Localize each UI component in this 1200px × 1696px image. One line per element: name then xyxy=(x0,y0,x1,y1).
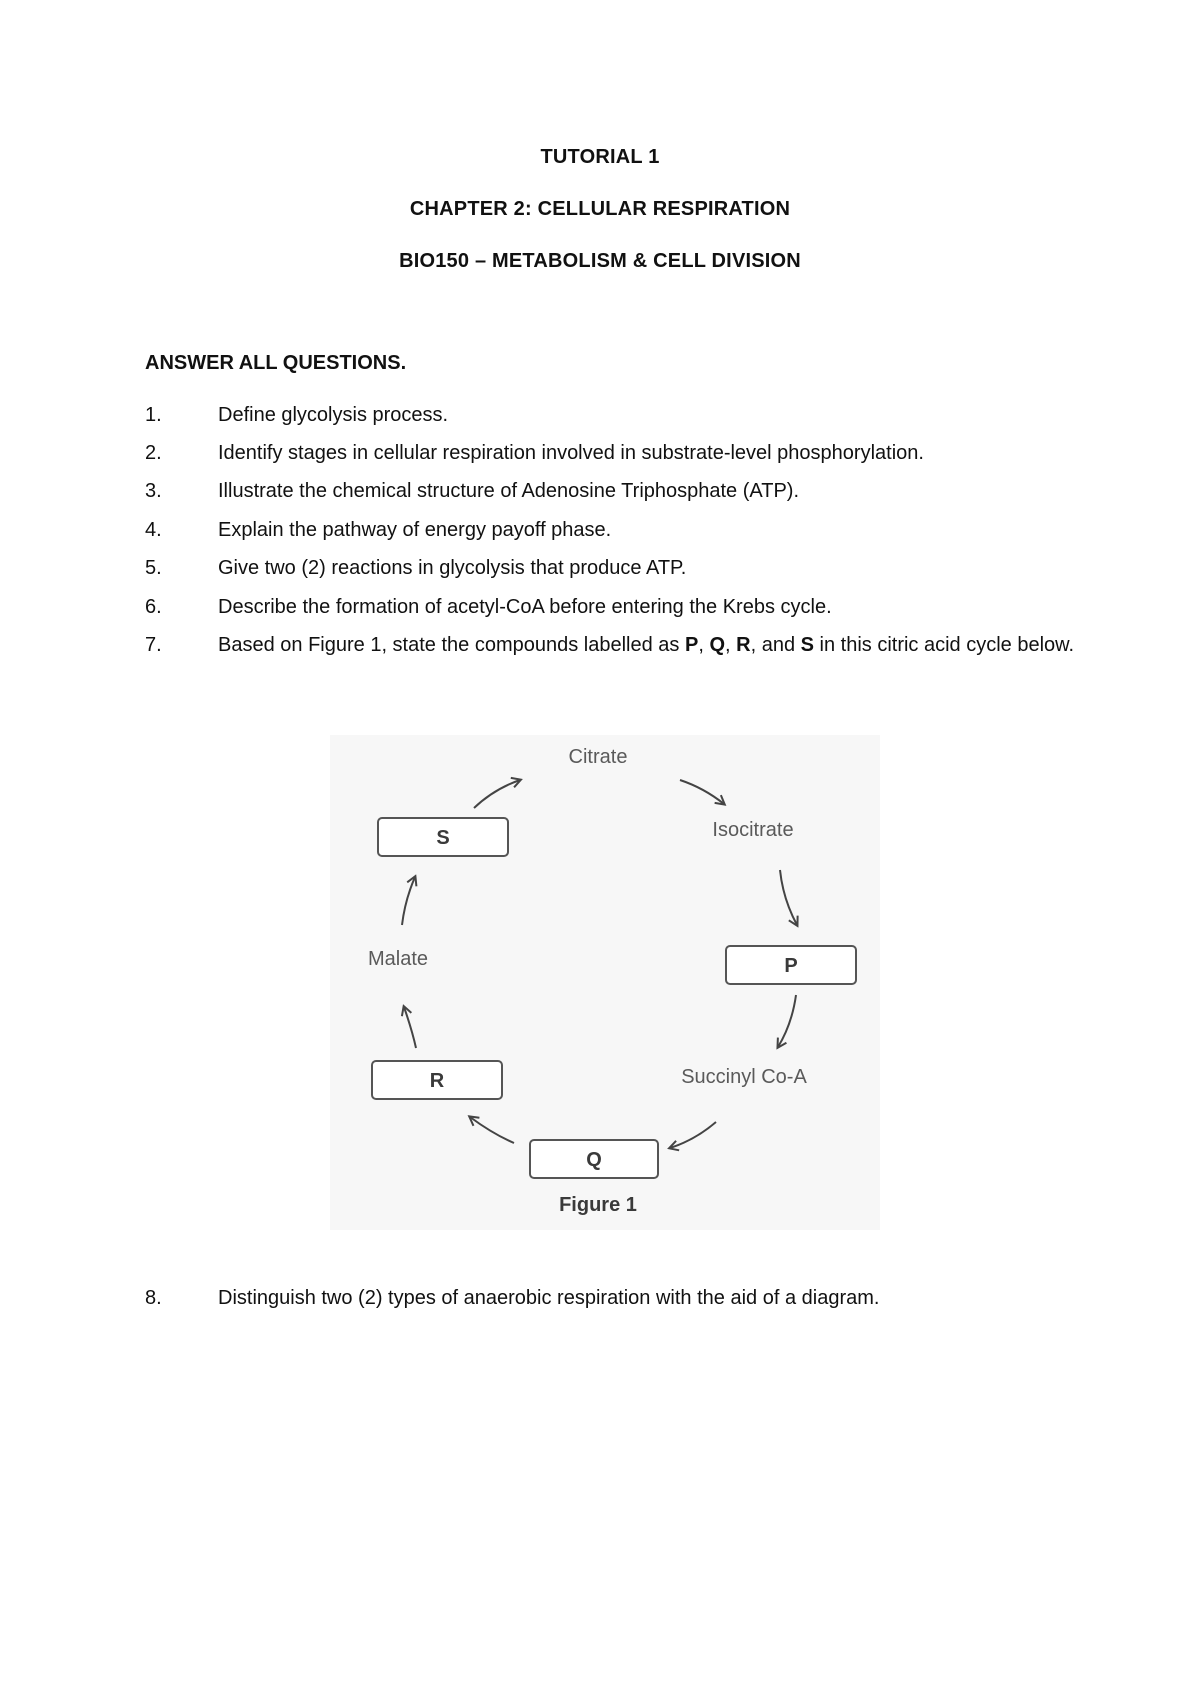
label-s: S xyxy=(800,634,814,656)
box-r-label: R xyxy=(429,1070,445,1092)
separator: , and xyxy=(750,634,801,656)
figure-caption: Figure 1 xyxy=(559,1194,637,1216)
question-text: Define glycolysis process. xyxy=(218,404,449,426)
arrow-q-to-r xyxy=(470,1117,514,1143)
question-text: Give two (2) reactions in glycolysis that produce ATP. xyxy=(218,557,687,579)
node-citrate: Citrate xyxy=(568,746,628,768)
question-number: 8. xyxy=(145,1287,162,1309)
question-text-part: in this citric acid cycle below. xyxy=(813,634,1075,656)
node-malate: Malate xyxy=(367,948,429,970)
question-number: 6. xyxy=(145,596,162,618)
label-p: P xyxy=(684,634,699,656)
question-number: 4. xyxy=(145,519,162,541)
course-title: BIO150 – METABOLISM & CELL DIVISION xyxy=(399,250,801,272)
arrow-r-to-malate xyxy=(404,1007,416,1048)
arrow-malate-to-s xyxy=(402,877,415,925)
tutorial-title: TUTORIAL 1 xyxy=(540,146,660,168)
question-number: 3. xyxy=(145,480,162,502)
cycle-diagram xyxy=(330,735,880,1230)
separator: , xyxy=(725,634,737,656)
label-r: R xyxy=(736,634,751,656)
box-p-label: P xyxy=(784,955,798,977)
label-q: Q xyxy=(709,634,725,656)
node-succinyl-coa: Succinyl Co-A xyxy=(681,1066,807,1088)
question-text xyxy=(218,626,1078,664)
question-text: Distinguish two (2) types of anaerobic respiration with the aid of a diagram. xyxy=(218,1287,880,1309)
question-number: 7. xyxy=(145,634,162,656)
instruction: ANSWER ALL QUESTIONS. xyxy=(145,352,407,374)
question-text: Describe the formation of acetyl-CoA before entering the Krebs cycle. xyxy=(218,596,832,618)
question-text: Explain the pathway of energy payoff phase. xyxy=(218,519,612,541)
arrow-s-to-citrate xyxy=(474,780,520,808)
chapter-title: CHAPTER 2: CELLULAR RESPIRATION xyxy=(409,198,791,220)
node-isocitrate: Isocitrate xyxy=(712,819,794,841)
question-text: Identify stages in cellular respiration involved in substrate-level phosphorylation. xyxy=(218,442,924,464)
arrow-p-to-succinyl xyxy=(778,995,796,1047)
question-number: 5. xyxy=(145,557,162,579)
question-text: Illustrate the chemical structure of Adenosine Triphosphate (ATP). xyxy=(218,480,800,502)
arrow-citrate-to-isocitrate xyxy=(680,780,724,804)
box-q-label: Q xyxy=(586,1149,602,1171)
question-text-part: Based on Figure 1, state the compounds labelled as xyxy=(218,634,685,656)
separator: , xyxy=(698,634,710,656)
box-s-label: S xyxy=(436,827,450,849)
citric-acid-cycle-figure xyxy=(330,735,880,1230)
question-number: 1. xyxy=(145,404,162,426)
question-number: 2. xyxy=(145,442,162,464)
arrow-succinyl-to-q xyxy=(670,1122,716,1148)
arrow-isocitrate-to-p xyxy=(780,870,797,925)
